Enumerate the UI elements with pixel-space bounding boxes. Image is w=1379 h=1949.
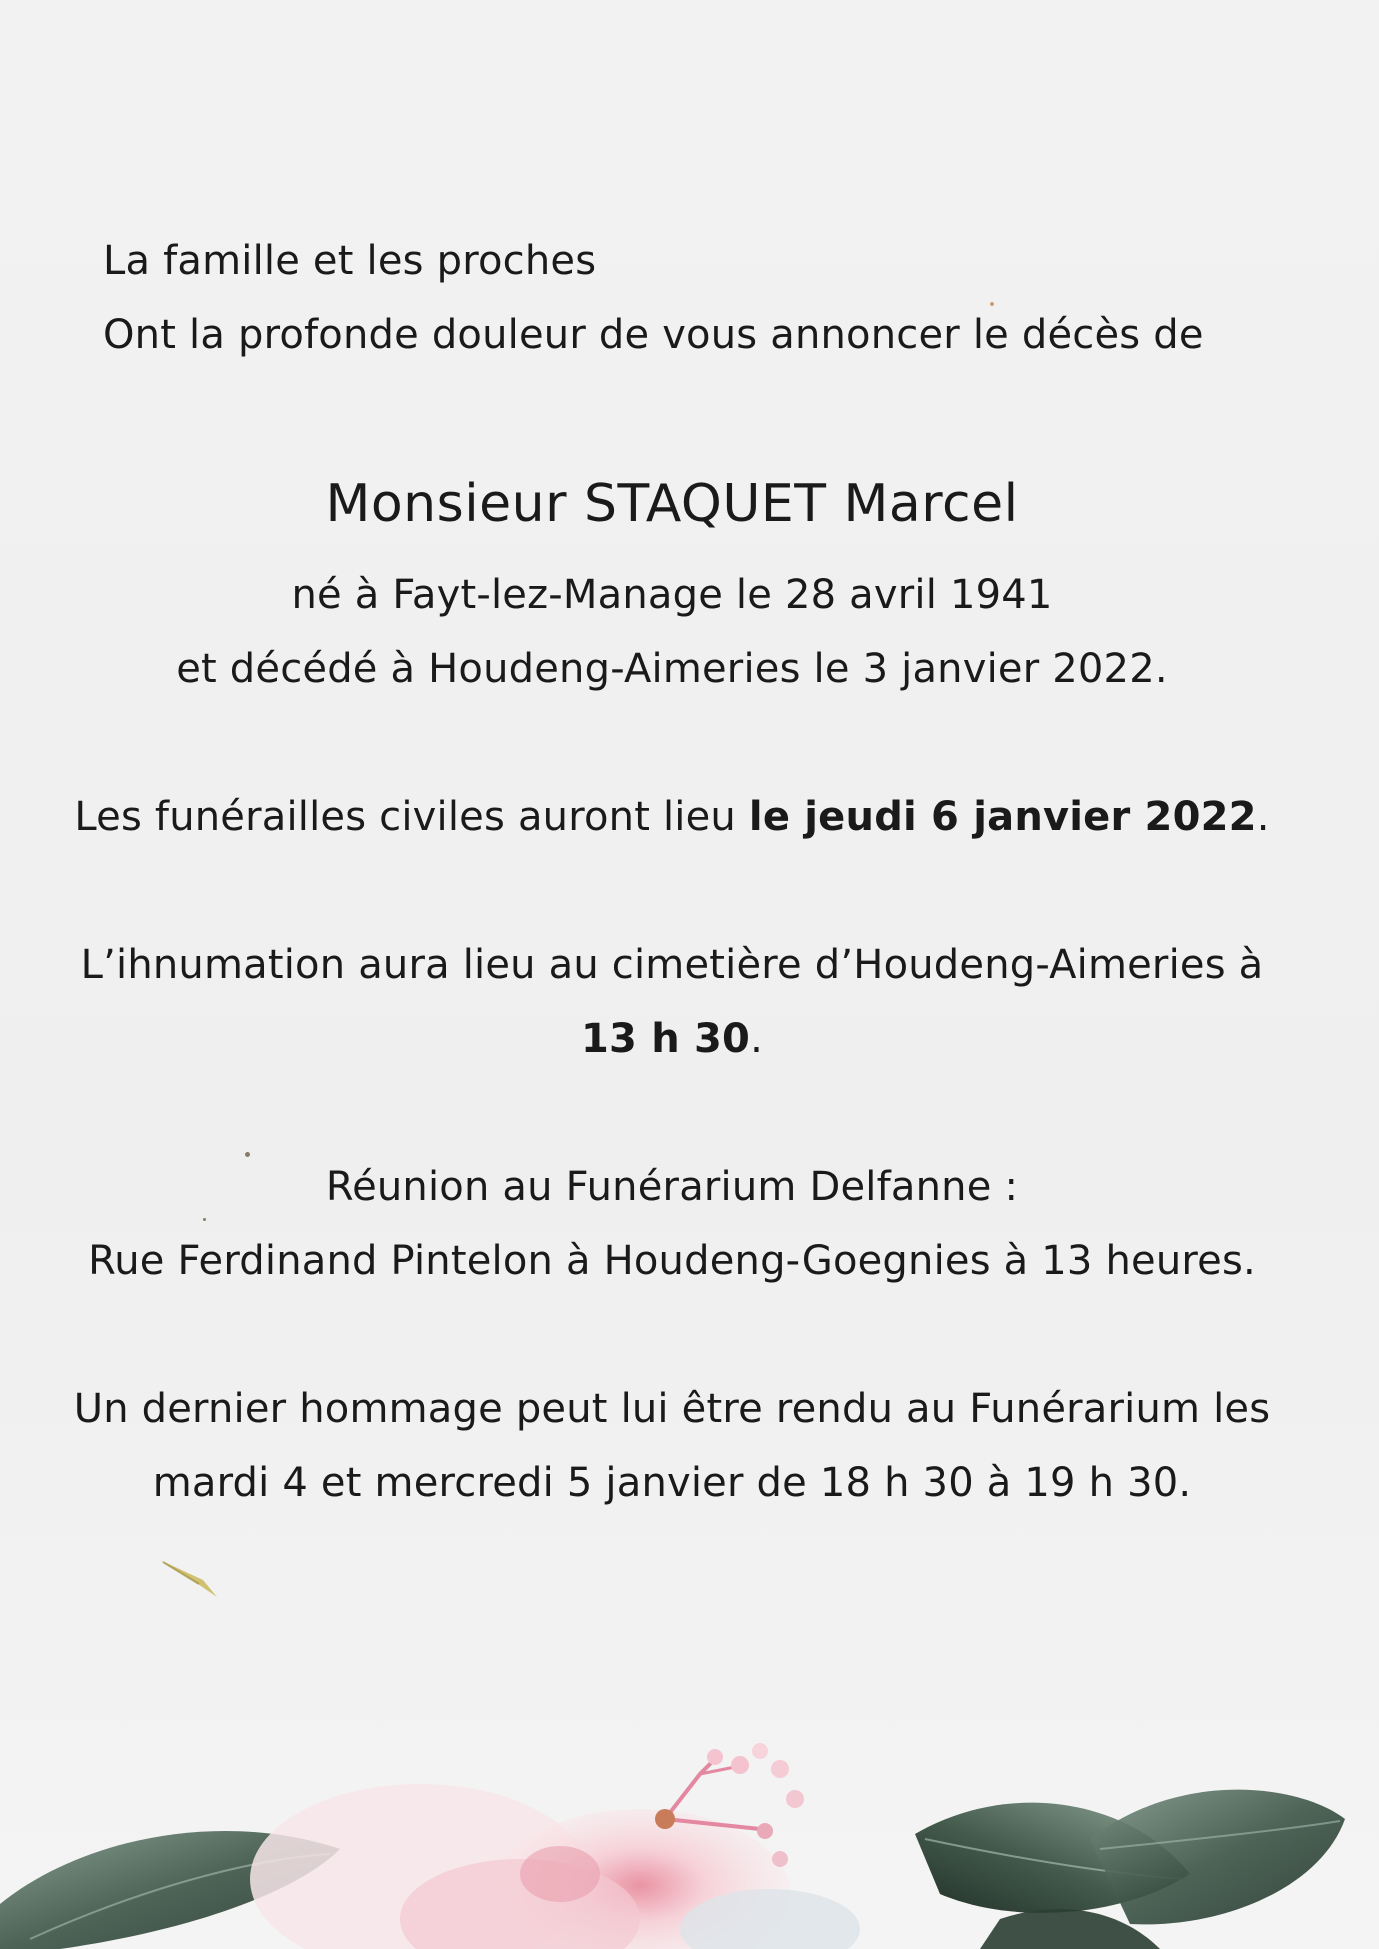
tribute-line: Un dernier hommage peut lui être rendu au Funérarium les: [73, 1386, 1271, 1432]
funeral-date: le jeudi 6 janvier 2022: [748, 794, 1257, 840]
deceased-name: Monsieur STAQUET Marcel: [325, 474, 1019, 534]
burial-time-line: [0, 1016, 1344, 1062]
burial-line: L’ihnumation aura lieu au cimetière d’Houdeng-Aimeries à: [80, 942, 1264, 988]
death-line: et décédé à Houdeng-Aimeries le 3 janvier 2022.: [176, 646, 1168, 692]
scan-speck: [203, 1218, 206, 1221]
intro-line-family: La famille et les proches: [103, 238, 597, 284]
tribute-dates: mardi 4 et mercredi 5 janvier de 18 h 30 à 19 h 30.: [152, 1460, 1192, 1506]
burial-time: 13 h 30: [581, 1016, 751, 1062]
birth-line: né à Fayt-lez-Manage le 28 avril 1941: [291, 572, 1053, 618]
scan-speck: [245, 1152, 250, 1157]
intro-line-announcement: Ont la profonde douleur de vous annoncer le décès de: [103, 312, 1204, 358]
burial-suffix: .: [750, 1016, 763, 1062]
meeting-address: Rue Ferdinand Pintelon à Houdeng-Goegnies à 13 heures.: [88, 1238, 1256, 1284]
meeting-line: Réunion au Funérarium Delfanne :: [325, 1164, 1019, 1210]
flower-decoration-image: [0, 1689, 1379, 1949]
funeral-line: [0, 794, 1344, 840]
funeral-prefix: Les funérailles civiles auront lieu: [74, 794, 749, 840]
petal-fleck-decoration: [155, 1552, 235, 1602]
scan-speck: [990, 302, 994, 306]
funeral-suffix: .: [1256, 794, 1270, 840]
